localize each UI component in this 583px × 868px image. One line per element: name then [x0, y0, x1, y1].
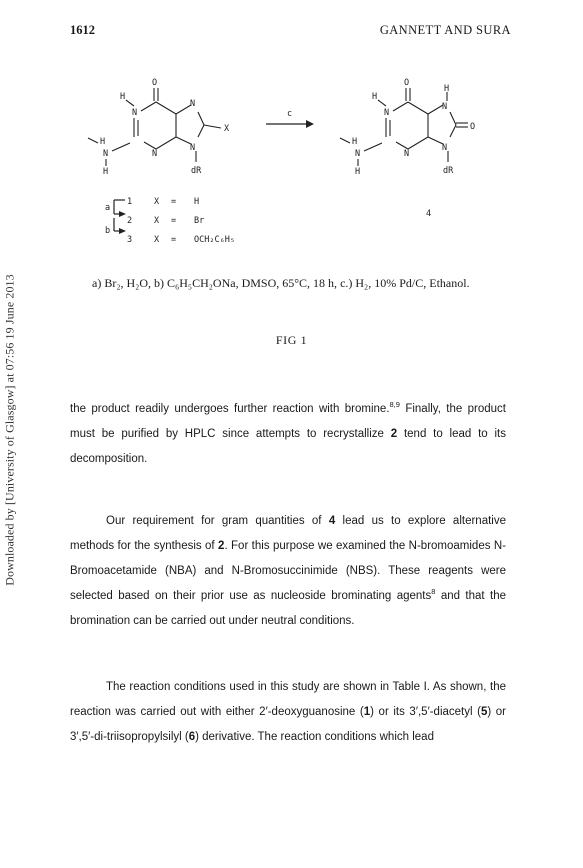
citation-ref: 8,9	[389, 400, 400, 409]
branch-a-label: a	[105, 203, 111, 213]
atom-n: N	[442, 143, 448, 153]
atom-h: H	[352, 137, 358, 147]
compound-ref: 5	[480, 706, 488, 718]
x-label: X	[154, 197, 160, 207]
compound-number: 3	[127, 235, 133, 245]
atom-o: O	[470, 122, 476, 132]
caption-b-label: b)	[154, 276, 165, 290]
atom-n: N	[190, 143, 196, 153]
body-paragraph-2	[70, 509, 506, 634]
compound-left-atoms	[100, 78, 230, 177]
atom-n: N	[404, 149, 410, 159]
compound-ref: 6	[188, 731, 196, 743]
paragraph-text: ) derivative. The reaction conditions which lead	[195, 731, 434, 743]
caption-c-label: c.)	[340, 276, 353, 290]
page-header	[70, 23, 511, 41]
atom-n: N	[442, 102, 448, 112]
compound-ref: 4	[328, 515, 336, 527]
reaction-arrow	[266, 109, 314, 128]
page-number: 1612	[70, 23, 95, 37]
paragraph-text: ) or 3′,5′-di-triisopropylsilyl (	[70, 706, 506, 743]
figure-label: FIG 1	[275, 333, 308, 347]
atom-n: N	[384, 108, 390, 118]
substituent-value: OCH₂C₆H₅	[194, 235, 235, 245]
compound-4-label: 4	[426, 209, 432, 219]
x-label: X	[154, 235, 160, 245]
atom-o: O	[404, 78, 410, 88]
paragraph-text: Finally, the product must be purified by HPLC since attempts to recrystallize	[70, 403, 506, 440]
running-head-authors: GANNETT AND SURA	[379, 23, 511, 37]
arrow-b-head	[119, 228, 126, 234]
compound-number: 2	[127, 216, 133, 226]
paragraph-text: tend to lead to its decomposition.	[70, 428, 506, 465]
compound-ref: 1	[363, 706, 371, 718]
caption-a-text: Br₂, H₂O,	[104, 276, 152, 290]
paragraph-text: Our requirement for gram quantities of	[106, 515, 329, 527]
substituent-value: H	[194, 197, 200, 207]
caption-b-text: C₆H₅CH₂ONa, DMSO, 65°C, 18 h,	[167, 276, 338, 290]
paragraph-text: ) or its 3′,5′-diacetyl (	[370, 706, 481, 718]
figure-caption	[70, 276, 506, 291]
atom-n: N	[103, 149, 109, 159]
body-paragraph-1	[70, 397, 506, 472]
branch-b-label: b	[105, 226, 111, 236]
atom-n: N	[152, 149, 158, 159]
body-paragraph-3	[70, 675, 506, 750]
atom-h: H	[100, 137, 106, 147]
paragraph-text: the product readily undergoes further reaction with bromine.	[70, 403, 390, 415]
equals-sign: =	[171, 197, 177, 207]
compound-ref: 2	[218, 540, 225, 552]
caption-a-label: a)	[92, 276, 102, 290]
compound-number: 1	[127, 197, 133, 207]
atom-n: N	[132, 108, 138, 118]
equals-sign: =	[171, 235, 177, 245]
atom-n: N	[355, 149, 361, 159]
x-label: X	[154, 216, 160, 226]
atom-dr: dR	[443, 166, 454, 176]
arrow-label: c	[287, 109, 293, 119]
atom-h: H	[444, 84, 450, 94]
compound-ref: 2	[390, 428, 398, 440]
atom-x: X	[224, 124, 230, 134]
atom-h: H	[355, 167, 361, 177]
atom-h: H	[120, 92, 126, 102]
substituent-table	[105, 197, 235, 245]
atom-h: H	[103, 167, 109, 177]
paragraph-text: . For this purpose we examined the N-bromoamides N-Bromoacetamide (NBA) and N-Bromosuccinimide (NBS). These reagents were selected based on their prior use as nucleoside brominating agents	[70, 540, 506, 602]
caption-ending: Ethanol.	[429, 276, 470, 290]
download-watermark	[2, 180, 18, 680]
atom-dr: dR	[191, 166, 202, 176]
substituent-value: Br	[194, 216, 205, 226]
download-watermark-text: Downloaded by [University of Glasgow] at 07:56 19 June 2013	[2, 274, 17, 586]
equals-sign: =	[171, 216, 177, 226]
paragraph-text: and that the bromination can be carried out under neutral conditions.	[70, 590, 506, 627]
atom-o: O	[152, 78, 158, 88]
paragraph-text: The reaction conditions used in this study are shown in Table I. As shown, the reaction was carried out with either 2′-deoxyguanosine (	[70, 681, 506, 718]
citation-ref: 8	[431, 587, 436, 596]
atom-h: H	[372, 92, 378, 102]
paragraph-text: lead us to explore alternative methods for the synthesis of	[70, 515, 506, 552]
atom-n: N	[190, 99, 196, 109]
caption-c-text: H₂, 10% Pd/C,	[355, 276, 427, 290]
reaction-scheme	[70, 70, 520, 255]
arrow-a-head	[119, 211, 126, 217]
